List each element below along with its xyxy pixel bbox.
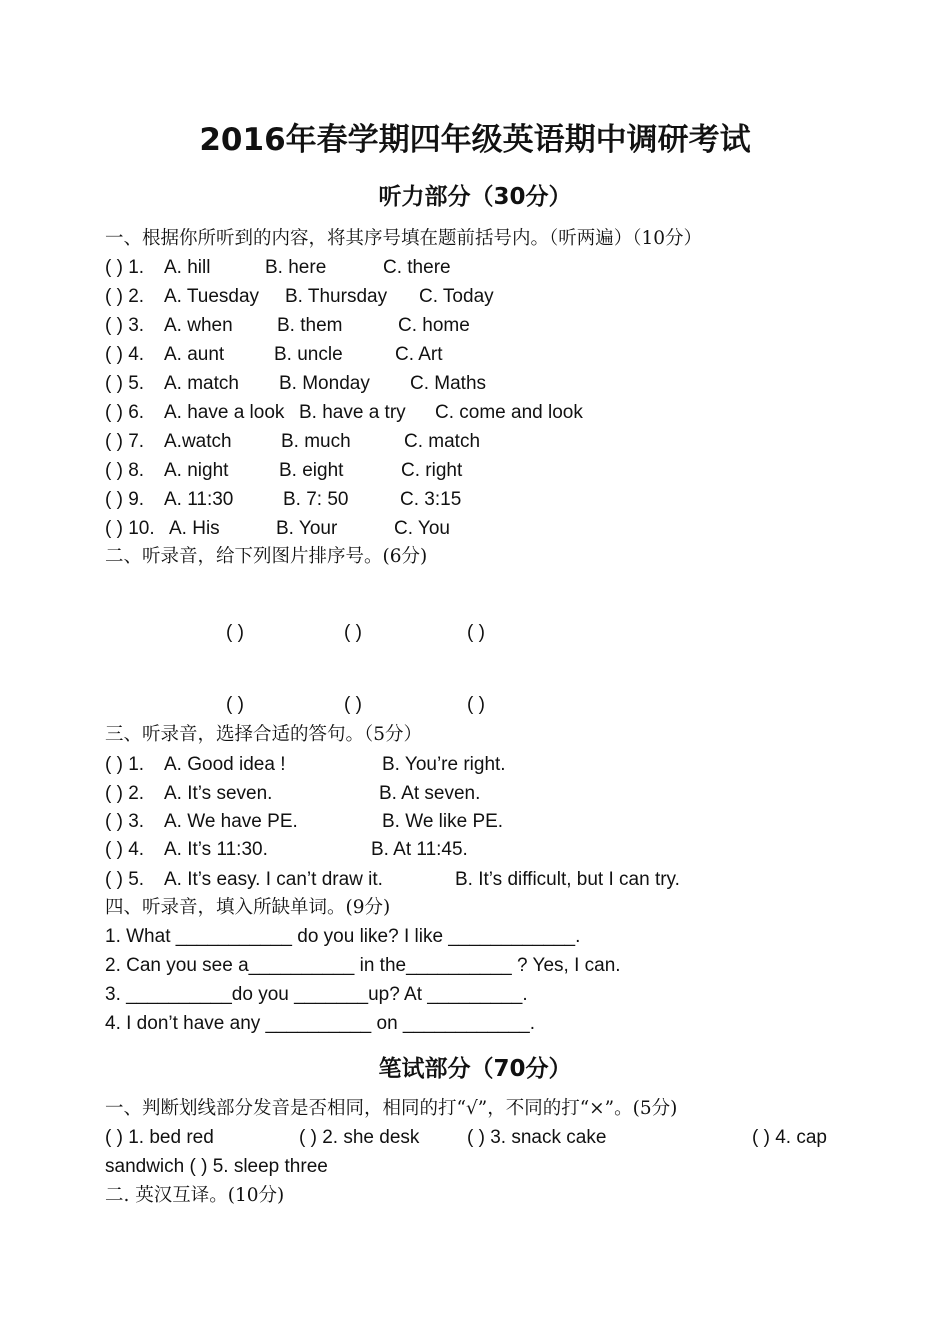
fill-in-line: 4. I don’t have any __________ on ____________. bbox=[105, 1013, 535, 1034]
option-b: B. You’re right. bbox=[382, 754, 506, 775]
option-c: C. Art bbox=[395, 344, 443, 365]
item-number: ( ) 1. bbox=[105, 257, 145, 278]
option-c: C. match bbox=[404, 431, 481, 452]
option-b: B. At seven. bbox=[379, 783, 481, 804]
pronunciation-line-1 bbox=[105, 1123, 850, 1152]
option-a: A. hill bbox=[164, 257, 211, 278]
written-section2-instruction: 二. 英汉互译。(10分) bbox=[105, 1185, 285, 1206]
item-number: ( ) 10. bbox=[105, 518, 155, 539]
option-b: B. Monday bbox=[279, 373, 370, 394]
option-b: B. It’s difficult, but I can try. bbox=[455, 869, 680, 890]
item-number: ( ) 9. bbox=[105, 489, 145, 510]
option-c: C. right bbox=[401, 460, 463, 481]
listening-section4-instruction: 四、听录音，填入所缺单词。(9分) bbox=[105, 897, 391, 918]
option-c: C. there bbox=[383, 257, 451, 278]
answer-blank: ( ) bbox=[226, 622, 244, 643]
option-a: A. Tuesday bbox=[164, 286, 260, 307]
option-b: B. uncle bbox=[274, 344, 343, 365]
fill-in-line: 1. What ___________ do you like? I like ____________. bbox=[105, 926, 581, 947]
option-b: B. Your bbox=[276, 518, 338, 539]
option-c: C. You bbox=[394, 518, 450, 539]
answer-blank: ( ) bbox=[344, 622, 362, 643]
option-a: A. night bbox=[164, 460, 229, 481]
answer-blank: ( ) bbox=[344, 694, 362, 715]
option-a: A. have a look bbox=[164, 402, 285, 423]
item-number: ( ) 2. bbox=[105, 783, 145, 804]
option-b: B. much bbox=[281, 431, 351, 452]
option-b: B. 7: 50 bbox=[283, 489, 349, 510]
option-b: B. We like PE. bbox=[382, 811, 504, 832]
pronunciation-item: ( ) 4. cap bbox=[752, 1127, 827, 1148]
item-number: ( ) 7. bbox=[105, 431, 145, 452]
listening-section1-instruction: 一、根据你所听到的内容，将其序号填在题前括号内。（听两遍）（10分） bbox=[105, 228, 703, 249]
option-b: B. eight bbox=[279, 460, 344, 481]
option-a: A. We have PE. bbox=[164, 811, 298, 832]
item-number: ( ) 3. bbox=[105, 811, 145, 832]
option-a: A. His bbox=[169, 518, 220, 539]
option-a: A. aunt bbox=[164, 344, 225, 365]
fill-in-line: 2. Can you see a__________ in the__________ ? Yes, I can. bbox=[105, 955, 621, 976]
item-number: ( ) 6. bbox=[105, 402, 145, 423]
option-b: B. Thursday bbox=[285, 286, 388, 307]
option-b: B. here bbox=[265, 257, 327, 278]
listening-section3-instruction: 三、听录音，选择合适的答句。（5分） bbox=[105, 724, 423, 745]
pronunciation-item: ( ) 1. bed red bbox=[105, 1127, 214, 1148]
item-number: ( ) 4. bbox=[105, 839, 145, 860]
answer-blank: ( ) bbox=[226, 694, 244, 715]
pronunciation-item: ( ) 2. she desk bbox=[299, 1127, 420, 1148]
written-section1-instruction: 一、判断划线部分发音是否相同，相同的打“√”，不同的打“×”。(5分) bbox=[105, 1098, 678, 1119]
option-a: A. when bbox=[164, 315, 233, 336]
option-c: C. 3:15 bbox=[400, 489, 462, 510]
listening-heading: 听力部分（30分） bbox=[378, 184, 572, 210]
answer-blank: ( ) bbox=[467, 694, 485, 715]
item-number: ( ) 5. bbox=[105, 373, 145, 394]
option-a: A. It’s 11:30. bbox=[164, 839, 268, 860]
fill-in-line: 3. __________do you _______up? At _________. bbox=[105, 984, 528, 1005]
option-a: A. match bbox=[164, 373, 239, 394]
answer-blank: ( ) bbox=[467, 622, 485, 643]
option-a: A. It’s seven. bbox=[164, 783, 273, 804]
option-c: C. home bbox=[398, 315, 470, 336]
item-number: ( ) 8. bbox=[105, 460, 145, 481]
option-c: C. come and look bbox=[435, 402, 583, 423]
option-a: A. Good idea ! bbox=[164, 754, 286, 775]
item-number: ( ) 2. bbox=[105, 286, 145, 307]
option-a: A.watch bbox=[164, 431, 232, 452]
option-a: A. 11:30 bbox=[164, 489, 234, 510]
written-heading: 笔试部分（70分） bbox=[378, 1056, 572, 1082]
option-a: A. It’s easy. I can’t draw it. bbox=[164, 869, 383, 890]
exam-title: 2016年春学期四年级英语期中调研考试 bbox=[199, 122, 751, 158]
option-b: B. have a try bbox=[299, 402, 406, 423]
item-number: ( ) 5. bbox=[105, 869, 145, 890]
pronunciation-line-2: sandwich ( ) 5. sleep three bbox=[105, 1156, 328, 1177]
item-number: ( ) 3. bbox=[105, 315, 145, 336]
option-c: C. Maths bbox=[410, 373, 487, 394]
item-number: ( ) 4. bbox=[105, 344, 145, 365]
option-c: C. Today bbox=[419, 286, 494, 307]
item-number: ( ) 1. bbox=[105, 754, 145, 775]
pronunciation-item: ( ) 3. snack cake bbox=[467, 1127, 607, 1148]
picture-order-row-2 bbox=[0, 690, 950, 719]
option-b: B. At 11:45. bbox=[371, 839, 468, 860]
listening-section2-instruction: 二、听录音，给下列图片排序号。(6分) bbox=[105, 546, 428, 567]
option-b: B. them bbox=[277, 315, 343, 336]
picture-order-row-1 bbox=[0, 618, 950, 647]
